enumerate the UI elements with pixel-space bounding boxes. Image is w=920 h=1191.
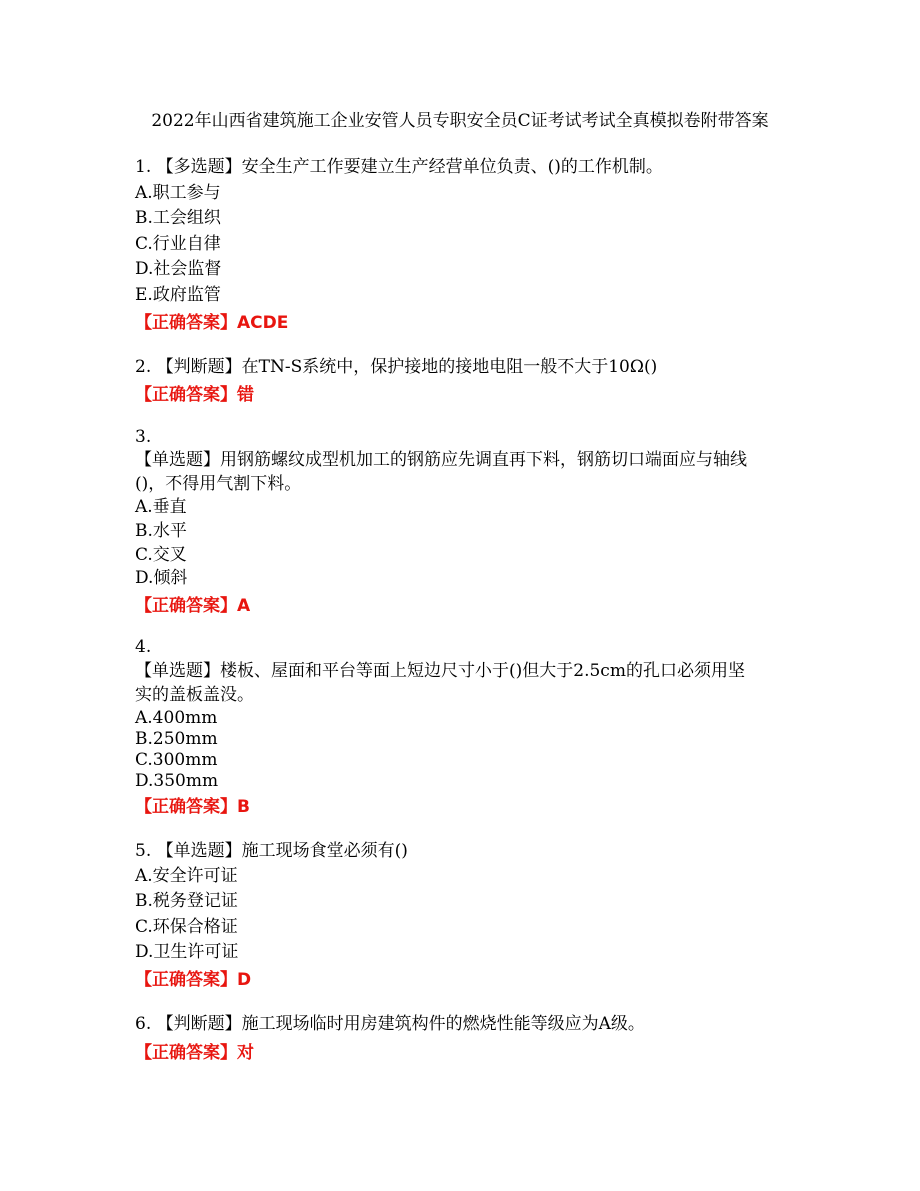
- option-c: C.环保合格证: [135, 917, 238, 937]
- option-e: E.政府监管: [135, 285, 221, 305]
- option-a: A.垂直: [135, 497, 187, 517]
- option-b: B.水平: [135, 521, 187, 541]
- option-a: A.职工参与: [135, 183, 221, 203]
- question-stem: 2. 【判断题】在TN-S系统中，保护接地的接地电阻一般不大于10Ω(): [135, 357, 658, 377]
- question-stem-line-1: 【单选题】楼板、屋面和平台等面上短边尺寸小于()但大于2.5cm的孔口必须用坚: [135, 661, 745, 681]
- option-c: C.300mm: [135, 750, 218, 770]
- option-a: A.安全许可证: [135, 866, 238, 886]
- correct-answer: [135, 383, 254, 407]
- answer-value: B: [237, 797, 250, 817]
- question-stem: 1. 【多选题】安全生产工作要建立生产经营单位负责、()的工作机制。: [135, 157, 663, 177]
- option-c: C.行业自律: [135, 234, 221, 254]
- question-number: 3.: [135, 427, 152, 447]
- answer-value: ACDE: [237, 313, 289, 333]
- question-stem-line-2: ()，不得用气割下料。: [135, 474, 302, 494]
- question-stem-line-2: 实的盖板盖没。: [135, 685, 254, 705]
- correct-answer: [135, 1041, 254, 1065]
- correct-answer: [135, 311, 288, 335]
- answer-label: 【正确答案】: [135, 596, 237, 616]
- document-title: 2022年山西省建筑施工企业安管人员专职安全员C证考试考试全真模拟卷附带答案: [151, 111, 769, 131]
- option-d: D.社会监督: [135, 259, 222, 279]
- option-b: B.250mm: [135, 729, 218, 749]
- answer-label: 【正确答案】: [135, 970, 237, 990]
- option-d: D.350mm: [135, 771, 219, 791]
- question-number: 4.: [135, 637, 152, 657]
- answer-value: 错: [237, 385, 254, 405]
- answer-value: 对: [237, 1043, 254, 1063]
- answer-label: 【正确答案】: [135, 797, 237, 817]
- question-stem: 6. 【判断题】施工现场临时用房建筑构件的燃烧性能等级应为A级。: [135, 1014, 645, 1034]
- option-d: D.卫生许可证: [135, 942, 239, 962]
- option-b: B.税务登记证: [135, 891, 238, 911]
- question-stem: 5. 【单选题】施工现场食堂必须有(): [135, 841, 408, 861]
- question-stem-line-1: 【单选题】用钢筋螺纹成型机加工的钢筋应先调直再下料，钢筋切口端面应与轴线: [135, 450, 747, 470]
- correct-answer: [135, 795, 250, 819]
- answer-value: D: [237, 970, 252, 990]
- answer-label: 【正确答案】: [135, 385, 237, 405]
- answer-label: 【正确答案】: [135, 1043, 237, 1063]
- option-b: B.工会组织: [135, 208, 221, 228]
- correct-answer: [135, 594, 250, 618]
- option-c: C.交叉: [135, 545, 187, 565]
- correct-answer: [135, 968, 251, 992]
- option-d: D.倾斜: [135, 568, 188, 588]
- option-a: A.400mm: [135, 708, 218, 728]
- answer-value: A: [237, 596, 251, 616]
- answer-label: 【正确答案】: [135, 313, 237, 333]
